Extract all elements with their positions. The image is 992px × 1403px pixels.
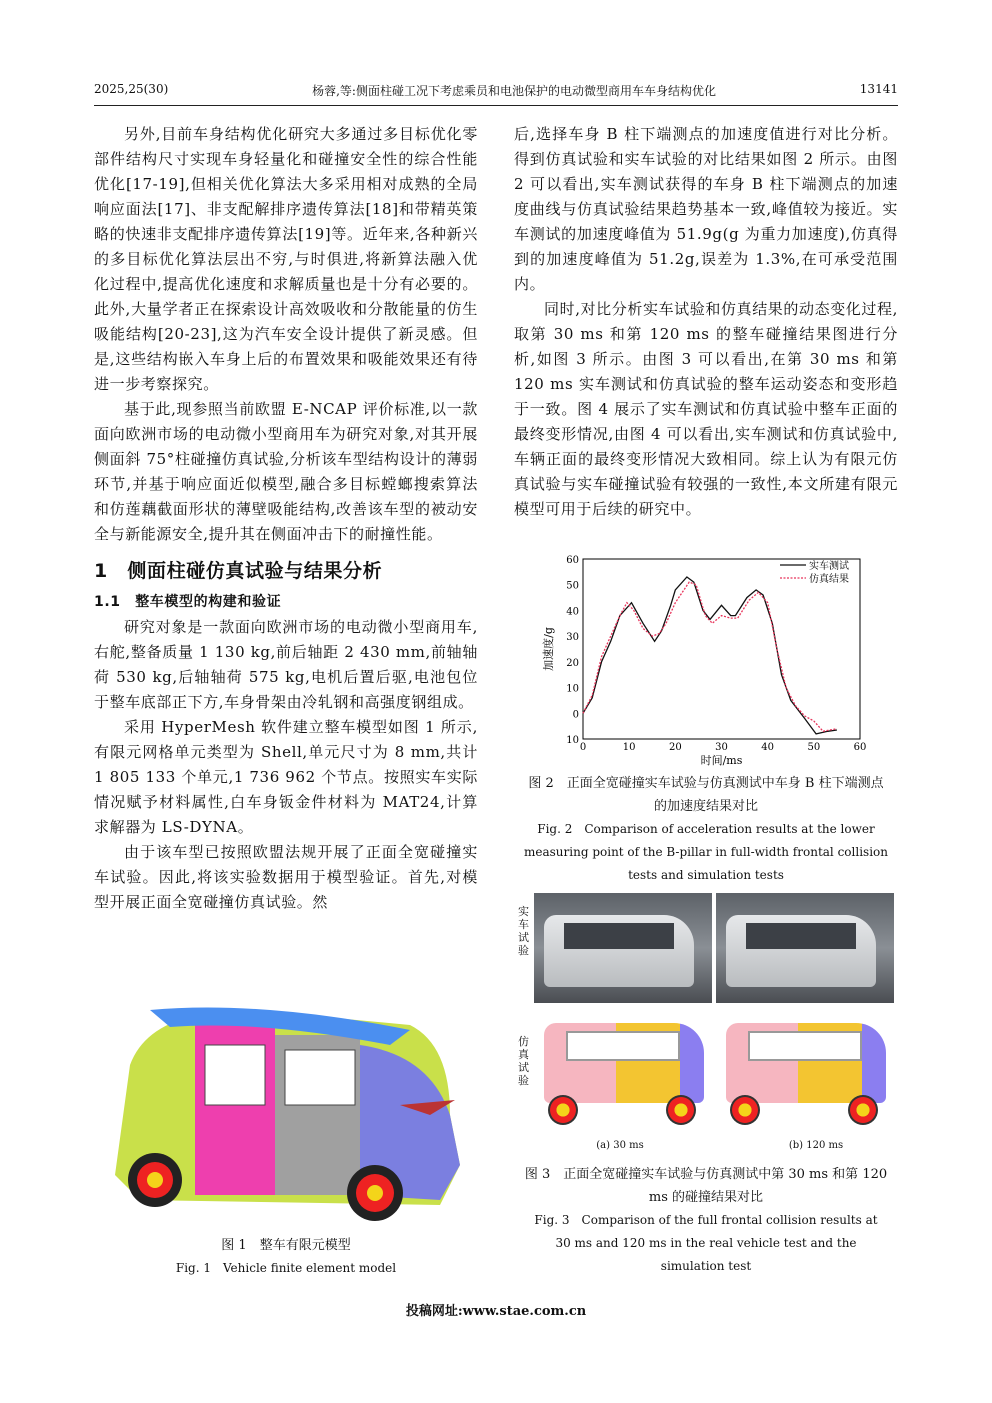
test-photo-30ms <box>534 893 712 1003</box>
y-tick-label: 10 <box>566 683 579 695</box>
series-line-simulation <box>583 582 837 731</box>
paragraph: 研究对象是一款面向欧洲市场的电动微小型商用车,右舵,整备质量 1 130 kg,前后轴距 2 430 mm,前轴轴荷 530 kg,后轴轴荷 575 kg,电机后置后驱,电池包位于整车底部正下方,车身骨架由冷轧钢和高强度钢组成。 <box>94 618 478 711</box>
row-label: 实车试验 <box>518 905 529 957</box>
page-number: 13141 <box>859 82 898 96</box>
x-tick-label: 20 <box>668 742 682 753</box>
y-tick-label: 60 <box>566 555 579 566</box>
figure-1-vehicle-model <box>110 1005 465 1225</box>
caption-cn: 图 1 整车有限元模型 <box>221 1238 351 1253</box>
y-tick-label: 0 <box>572 709 579 721</box>
caption-en: Fig. 1 Vehicle finite element model <box>175 1261 397 1275</box>
x-axis-label: 时间/ms <box>700 754 743 767</box>
figure-1-caption <box>94 1234 478 1280</box>
x-tick-label: 50 <box>807 742 821 753</box>
x-tick-label: 10 <box>622 742 636 753</box>
x-tick-label: 0 <box>579 742 587 753</box>
figure-3-caption <box>514 1163 898 1278</box>
series-line-test <box>583 577 837 734</box>
plot-frame <box>583 559 860 739</box>
fe-model-image <box>110 1005 465 1225</box>
left-column <box>94 122 478 915</box>
test-photo-120ms <box>716 893 894 1003</box>
figure-2-chart <box>540 550 880 770</box>
y-tick-label: 30 <box>566 632 579 644</box>
figure-2-caption <box>514 772 898 887</box>
subcaption-b: (b) 120 ms <box>788 1140 844 1151</box>
paragraph: 另外,目前车身结构优化研究大多通过多目标优化零部件结构尺寸实现车身轻量化和碰撞安全性的综合性能优化[17-19],但相关优化算法大多采用相对成熟的全局响应面法[17]、非支配解排序遗传算法[18]和带精英策略的快速非支配排序遗传算法[19]等。近年来,各种新兴的多目标优化算法层出不穷,与时俱进,将新算法融入优化过程中,提高优化速度和求解质量也是十分有必要的。此外,大量学者正在探索设计高效吸收和分散能量的仿生吸能结构[20-23],这为汽车安全设计提供了新灵感。但是,这些结构嵌入车身上后的布置效果和吸能效果还有待进一步考察探究。 <box>94 125 478 393</box>
y-tick-label: 10 <box>566 735 579 746</box>
y-axis-label: 加速度/g <box>542 627 555 671</box>
x-tick-label: 30 <box>715 742 728 753</box>
paragraph: 采用 HyperMesh 软件建立整车模型如图 1 所示,有限元网格单元类型为 Shell,单元尺寸为 8 mm,共计 1 805 133 个单元,1 736 962 个节点。按照实车实际情况赋予材料属性,白车身钣金件材料为 MAT24,计算求解器为 LS-DYNA。 <box>94 718 478 836</box>
caption-en: Fig. 3 Comparison of the full frontal collision results at 30 ms and 120 ms in the real vehicle test and the simulation test <box>534 1213 878 1273</box>
y-tick-label: 20 <box>566 657 579 669</box>
subcaption-a: (a) 30 ms <box>596 1140 644 1151</box>
row-label: 仿真试验 <box>518 1035 529 1087</box>
x-tick-label: 60 <box>853 742 867 753</box>
legend-label: 仿真结果 <box>809 574 849 585</box>
y-tick-label: 50 <box>566 580 579 592</box>
paragraph: 由于该车型已按照欧盟法规开展了正面全宽碰撞实车试验。因此,将该实验数据用于模型验证。首先,对模型开展正面全宽碰撞仿真试验。然 <box>94 843 478 911</box>
paragraph: 后,选择车身 B 柱下端测点的加速度值进行对比分析。得到仿真试验和实车试验的对比结果如图 2 所示。由图 2 可以看出,实车测试获得的车身 B 柱下端测点的加速度曲线与仿真试验结果趋势基本一致,峰值较为接近。实车测试的加速度峰值为 51.9g(g 为重力加速度),仿真得到的加速度峰值为 51.2g,误差为 1.3%,在可承受范围内。 <box>514 125 898 293</box>
y-tick-label: 40 <box>566 606 579 618</box>
section-heading: 1 侧面柱碰仿真试验与结果分析 <box>94 560 383 582</box>
caption-cn: 图 3 正面全宽碰撞实车试验与仿真测试中第 30 ms 和第 120 ms 的碰撞结果对比 <box>524 1167 888 1205</box>
sim-image-120ms <box>718 1015 896 1135</box>
paragraph: 基于此,现参照当前欧盟 E-NCAP 评价标准,以一款面向欧洲市场的电动微小型商用车为研究对象,对其开展侧面斜 75°柱碰撞仿真试验,分析该车型结构设计的薄弱环节,并基于响应面近似模型,融合多目标螳螂搜索算法和仿莲藕截面形状的薄壁吸能结构,改善该车型的被动安全与新能源安全,提升其在侧面冲击下的耐撞性能。 <box>94 400 478 543</box>
caption-cn: 图 2 正面全宽碰撞实车试验与仿真测试中车身 B 柱下端测点的加速度结果对比 <box>528 776 884 814</box>
footer-url: 投稿网址:www.stae.com.cn <box>405 1304 587 1319</box>
header-title: 杨蓉,等:侧面柱碰工况下考虑乘员和电池保护的电动微型商用车车身结构优化 <box>312 84 716 98</box>
subsection-heading: 1.1 整车模型的构建和验证 <box>94 594 282 610</box>
x-tick-label: 40 <box>761 742 775 753</box>
paragraph: 同时,对比分析实车试验和仿真结果的动态变化过程,取第 30 ms 和第 120 ms 的整车碰撞结果图进行分析,如图 3 所示。由图 3 可以看出,在第 30 ms 和第 120 ms 实车测试和仿真试验的整车运动姿态和变形趋于一致。图 4 展示了实车测试和仿真试验中整车正面的最终变形情况,由图 4 可以看出,实车测试和仿真试验中,车辆正面的最终变形情况大致相同。综上认为有限元仿真试验与实车碰撞试验有较强的一致性,本文所建有限元模型可用于后续的研究中。 <box>514 300 898 518</box>
issue: 2025,25(30) <box>94 82 169 96</box>
running-header <box>94 82 898 99</box>
sim-image-30ms <box>536 1015 714 1135</box>
caption-en: Fig. 2 Comparison of acceleration results at the lower measuring point of the B-pillar in full-width frontal collision tests and simulation tests <box>524 822 888 882</box>
right-column <box>514 122 898 522</box>
legend-label: 实车测试 <box>809 561 849 572</box>
header-rule <box>94 105 898 106</box>
